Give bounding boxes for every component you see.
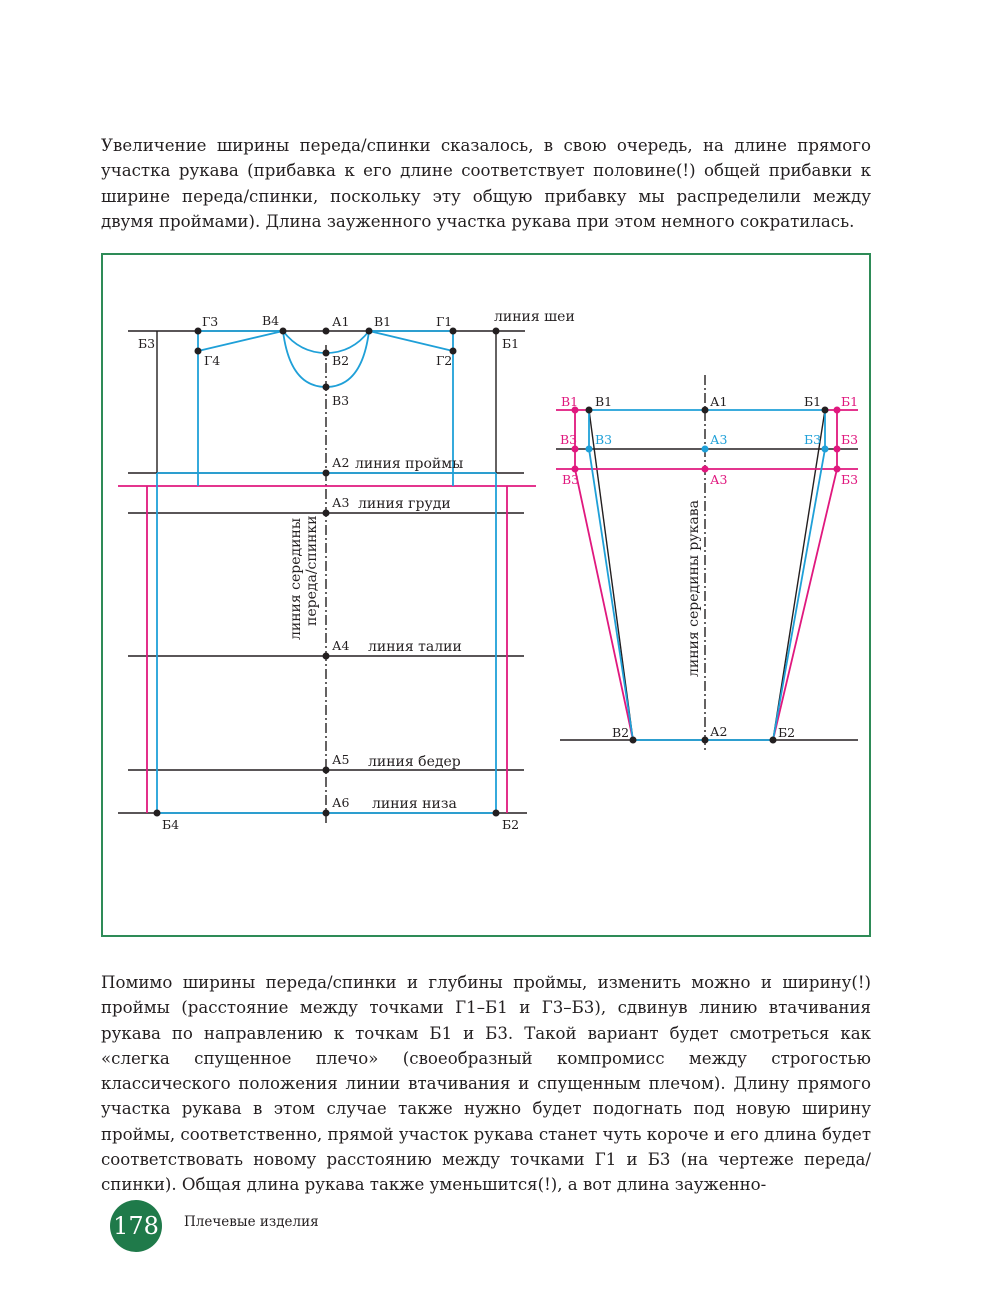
label-A5: А5	[332, 752, 350, 767]
sleeve-center-label	[686, 500, 702, 677]
sleeve-label-B3-b: Б3	[804, 432, 822, 447]
sleeve-label-B3-m: Б3	[841, 432, 859, 447]
sleeve-label-V3-m2: В3	[562, 472, 580, 487]
label-A1: А1	[332, 314, 350, 329]
hem-line-label: линия низа	[372, 796, 457, 812]
label-B2-bottom: Б2	[502, 817, 520, 832]
sleeve-label-B2: Б2	[778, 725, 796, 740]
sleeve-points	[572, 407, 841, 744]
waist-line-label: линия талии	[368, 639, 462, 655]
paragraph-bottom: Помимо ширины переда/спинки и глубины проймы, изменить можно и ширину(!) проймы (расстояние между точками Г1–Б1 и Г3–Б3), сдвинув линию втачивания рукава по направлению к точкам Б1 и Б3. Такой вариант будет смотреться как «слегка спущенное плечо» (своеобразный компромисс между строгостью классического положения линии втачивания и спущенным плечом). Длину прямого участка рукава в этом случае также нужно будет подогнать под новую ширину проймы, соответственно, прямой участок рукава станет чуть короче и его длина будет соответствовать новому расстоянию между точками Г1 и Б3 (на чертеже переда/спинки). Общая длина рукава также уменьшится(!), а вот длина зауженно-	[101, 973, 871, 1195]
paragraph-top: Увеличение ширины переда/спинки сказалось, в свою очередь, на длине прямого участка рукава (прибавка к его длине соответствует половине(!) общей прибавки к ширине переда/спинки, поскольку эту общую прибавку мы распределили между двумя проймами). Длина зауженного участка рукава при этом немного сократилась.	[101, 136, 871, 231]
body-construction-lines	[118, 331, 527, 825]
sleeve-label-V3-b: В3	[595, 432, 613, 447]
body-line-labels	[355, 309, 578, 812]
armhole-line-label: линия проймы	[355, 456, 464, 472]
body-point-labels	[138, 313, 519, 832]
sleeve-label-B3-m2: Б3	[841, 472, 859, 487]
sleeve-label-V1-b: В1	[595, 394, 613, 409]
sleeve-label-V3-m: В3	[560, 432, 578, 447]
sleeve-label-V1-m: В1	[561, 394, 579, 409]
page-number-badge: 178	[110, 1200, 162, 1252]
sleeve-center-label-text: линия середины рукава	[686, 500, 702, 677]
label-A4: А4	[332, 638, 350, 653]
sleeve-label-A1: А1	[710, 394, 728, 409]
section-title: Плечевые изделия	[184, 1214, 319, 1230]
label-G4: Г4	[204, 353, 221, 368]
body-magenta-lines	[118, 486, 536, 813]
label-B3-left: Б3	[138, 336, 156, 351]
center-label-line1: линия середины	[288, 518, 304, 640]
sleeve-label-A3-m: А3	[710, 472, 728, 487]
sleeve-label-V2: В2	[612, 725, 630, 740]
label-B4: В4	[262, 313, 280, 328]
hips-line-label: линия бедер	[368, 754, 461, 770]
label-A3: А3	[332, 495, 350, 510]
neck-line-label: линия шеи	[494, 309, 575, 325]
label-G2: Г2	[436, 353, 453, 368]
sleeve-label-A3-b: А3	[710, 432, 728, 447]
sleeve-label-B1-m: Б1	[841, 394, 859, 409]
label-B1: В1	[374, 314, 392, 329]
center-label-line2: переда/спинки	[304, 515, 320, 626]
body-drawing	[118, 309, 578, 832]
label-G1: Г1	[436, 314, 453, 329]
label-V3: В3	[332, 393, 350, 408]
sleeve-label-B1-b: Б1	[804, 394, 822, 409]
label-A6: А6	[332, 795, 350, 810]
chest-line-label: линия груди	[358, 496, 451, 512]
label-B4-bottom: Б4	[162, 817, 180, 832]
sleeve-magenta-lines	[556, 410, 858, 740]
label-A2: А2	[332, 455, 350, 470]
sleeve-drawing	[556, 375, 858, 752]
sleeve-blue-lines	[589, 410, 825, 740]
body-center-label	[288, 516, 320, 640]
label-G3: Г3	[202, 314, 219, 329]
label-B1-right: Б1	[502, 336, 520, 351]
sleeve-label-A2: А2	[710, 724, 728, 739]
label-V2: В2	[332, 353, 350, 368]
